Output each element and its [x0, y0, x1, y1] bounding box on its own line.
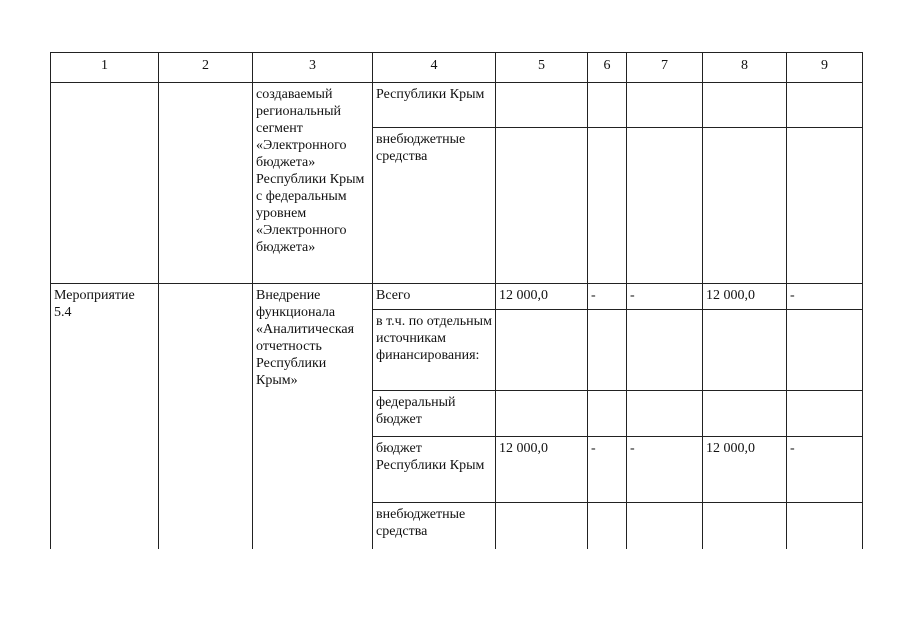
value-cell: 12 000,0: [703, 437, 787, 503]
column-number-row: [51, 53, 863, 83]
value-cell: [787, 128, 863, 284]
value-cell: [496, 83, 588, 128]
value-cell: -: [787, 284, 863, 310]
value-cell: -: [627, 437, 703, 503]
value-cell: [627, 503, 703, 549]
funding-source: Всего: [373, 284, 496, 310]
value-cell: [627, 128, 703, 284]
value-cell: [588, 310, 627, 391]
value-cell: [787, 83, 863, 128]
value-cell: [588, 128, 627, 284]
value-cell: [496, 391, 588, 437]
value-cell: [703, 128, 787, 284]
funding-source: бюджет Республики Крым: [373, 437, 496, 503]
column-number: 7: [627, 53, 703, 83]
table-row: [51, 284, 863, 310]
value-cell: 12 000,0: [496, 437, 588, 503]
value-cell: [703, 83, 787, 128]
measure-description: Внедрение функционала «Аналитическая отчетность Республики Крым»: [253, 284, 373, 549]
table-row: [51, 83, 863, 128]
value-cell: [703, 310, 787, 391]
value-cell: [787, 310, 863, 391]
value-cell: [627, 310, 703, 391]
value-cell: [627, 391, 703, 437]
value-cell: 12 000,0: [703, 284, 787, 310]
col2-cell: [159, 284, 253, 549]
funding-source: в т.ч. по отдельным источникам финансирования:: [373, 310, 496, 391]
funding-source: федеральный бюджет: [373, 391, 496, 437]
value-cell: [787, 503, 863, 549]
col2-cell: [159, 83, 253, 284]
measure-description: создаваемый региональный сегмент «Электронного бюджета» Республики Крым с федеральным уровнем «Электронного бюджета»: [253, 83, 373, 284]
funding-source: внебюджетные средства: [373, 128, 496, 284]
value-cell: -: [588, 284, 627, 310]
value-cell: [496, 310, 588, 391]
value-cell: -: [787, 437, 863, 503]
measure-name: Мероприятие 5.4: [51, 284, 159, 549]
column-number: 9: [787, 53, 863, 83]
column-number: 8: [703, 53, 787, 83]
funding-source: внебюджетные средства: [373, 503, 496, 549]
column-number: 4: [373, 53, 496, 83]
column-number: 2: [159, 53, 253, 83]
value-cell: [787, 391, 863, 437]
value-cell: [588, 83, 627, 128]
column-number: 1: [51, 53, 159, 83]
column-number: 3: [253, 53, 373, 83]
value-cell: -: [588, 437, 627, 503]
column-number: 6: [588, 53, 627, 83]
value-cell: -: [627, 284, 703, 310]
value-cell: [703, 391, 787, 437]
value-cell: [588, 391, 627, 437]
funding-source: Республики Крым: [373, 83, 496, 128]
value-cell: [627, 83, 703, 128]
budget-table: [50, 52, 863, 549]
value-total: 12 000,0: [496, 284, 588, 310]
value-cell: [588, 503, 627, 549]
column-number: 5: [496, 53, 588, 83]
measure-name-cell: [51, 83, 159, 284]
value-cell: [703, 503, 787, 549]
value-cell: [496, 503, 588, 549]
value-cell: [496, 128, 588, 284]
